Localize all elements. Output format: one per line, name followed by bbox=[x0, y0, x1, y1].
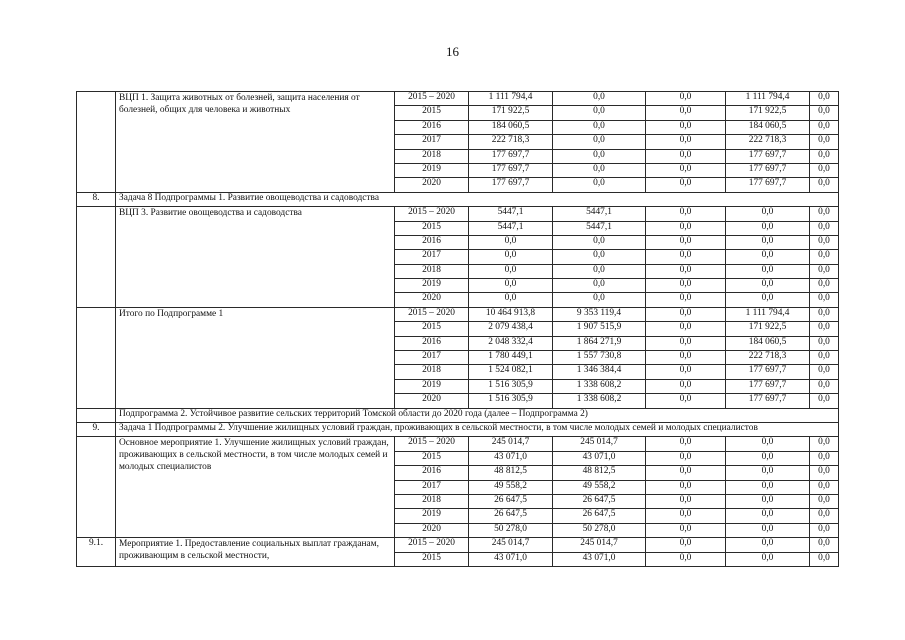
amount-cell: 0,0 bbox=[810, 235, 839, 249]
amount-cell: 1 864 271,9 bbox=[553, 336, 646, 350]
amount-cell: 222 718,3 bbox=[469, 135, 553, 149]
amount-cell: 1 557 730,8 bbox=[553, 351, 646, 365]
amount-cell: 0,0 bbox=[810, 509, 839, 523]
amount-cell: 0,0 bbox=[646, 235, 726, 249]
table-row bbox=[77, 307, 839, 321]
amount-cell: 0,0 bbox=[810, 279, 839, 293]
amount-cell: 0,0 bbox=[810, 207, 839, 221]
amount-cell: 0,0 bbox=[646, 279, 726, 293]
amount-cell: 0,0 bbox=[646, 307, 726, 321]
period-cell: 2019 bbox=[395, 509, 469, 523]
row-title: Мероприятие 1. Предоставление социальных выплат гражданам, проживающим в сельской местности, bbox=[116, 538, 395, 567]
amount-cell: 0,0 bbox=[646, 221, 726, 235]
amount-cell: 1 111 794,4 bbox=[726, 92, 810, 106]
amount-cell: 0,0 bbox=[646, 322, 726, 336]
amount-cell: 177 697,7 bbox=[726, 178, 810, 192]
amount-cell: 0,0 bbox=[553, 135, 646, 149]
period-cell: 2017 bbox=[395, 351, 469, 365]
amount-cell: 26 647,5 bbox=[469, 494, 553, 508]
amount-cell: 0,0 bbox=[810, 293, 839, 307]
amount-cell: 1 338 608,2 bbox=[553, 394, 646, 408]
amount-cell: 10 464 913,8 bbox=[469, 307, 553, 321]
row-title: Итого по Подпрограмме 1 bbox=[116, 307, 395, 408]
amount-cell: 43 071,0 bbox=[553, 552, 646, 566]
section-heading: Задача 1 Подпрограммы 2. Улучшение жилищных условий граждан, проживающих в сельской местности, в том числе молодых семей и молодых специалистов bbox=[116, 422, 839, 436]
row-index bbox=[77, 307, 116, 408]
amount-cell: 43 071,0 bbox=[553, 451, 646, 465]
period-cell: 2016 bbox=[395, 466, 469, 480]
amount-cell: 0,0 bbox=[810, 394, 839, 408]
amount-cell: 0,0 bbox=[810, 451, 839, 465]
amount-cell: 1 516 305,9 bbox=[469, 394, 553, 408]
period-cell: 2020 bbox=[395, 178, 469, 192]
period-cell: 2016 bbox=[395, 336, 469, 350]
amount-cell: 0,0 bbox=[646, 250, 726, 264]
period-cell: 2015 – 2020 bbox=[395, 437, 469, 451]
amount-cell: 48 812,5 bbox=[469, 466, 553, 480]
amount-cell: 1 346 384,4 bbox=[553, 365, 646, 379]
amount-cell: 0,0 bbox=[646, 135, 726, 149]
amount-cell: 0,0 bbox=[469, 279, 553, 293]
amount-cell: 0,0 bbox=[646, 538, 726, 552]
amount-cell: 26 647,5 bbox=[469, 509, 553, 523]
amount-cell: 0,0 bbox=[810, 149, 839, 163]
amount-cell: 177 697,7 bbox=[726, 149, 810, 163]
period-cell: 2015 bbox=[395, 552, 469, 566]
page-number: 16 bbox=[446, 44, 459, 59]
amount-cell: 0,0 bbox=[646, 149, 726, 163]
amount-cell: 177 697,7 bbox=[726, 379, 810, 393]
row-index bbox=[77, 207, 116, 308]
amount-cell: 1 338 608,2 bbox=[553, 379, 646, 393]
amount-cell: 0,0 bbox=[810, 494, 839, 508]
amount-cell: 177 697,7 bbox=[469, 163, 553, 177]
amount-cell: 0,0 bbox=[553, 92, 646, 106]
amount-cell: 0,0 bbox=[810, 336, 839, 350]
amount-cell: 0,0 bbox=[646, 379, 726, 393]
amount-cell: 1 516 305,9 bbox=[469, 379, 553, 393]
period-cell: 2015 – 2020 bbox=[395, 538, 469, 552]
amount-cell: 245 014,7 bbox=[553, 538, 646, 552]
amount-cell: 184 060,5 bbox=[469, 120, 553, 134]
amount-cell: 0,0 bbox=[553, 279, 646, 293]
amount-cell: 9 353 119,4 bbox=[553, 307, 646, 321]
amount-cell: 245 014,7 bbox=[469, 437, 553, 451]
amount-cell: 1 111 794,4 bbox=[469, 92, 553, 106]
row-index: 9.1. bbox=[77, 538, 116, 567]
period-cell: 2016 bbox=[395, 235, 469, 249]
amount-cell: 0,0 bbox=[646, 207, 726, 221]
amount-cell: 1 907 515,9 bbox=[553, 322, 646, 336]
amount-cell: 0,0 bbox=[810, 365, 839, 379]
amount-cell: 26 647,5 bbox=[553, 494, 646, 508]
amount-cell: 0,0 bbox=[646, 494, 726, 508]
amount-cell: 0,0 bbox=[810, 163, 839, 177]
amount-cell: 0,0 bbox=[469, 264, 553, 278]
amount-cell: 177 697,7 bbox=[726, 163, 810, 177]
amount-cell: 0,0 bbox=[726, 250, 810, 264]
amount-cell: 0,0 bbox=[646, 509, 726, 523]
amount-cell: 26 647,5 bbox=[553, 509, 646, 523]
amount-cell: 0,0 bbox=[726, 466, 810, 480]
amount-cell: 49 558,2 bbox=[469, 480, 553, 494]
row-title: Основное мероприятие 1. Улучшение жилищных условий граждан, проживающих в сельской местности, в том числе молодых семей и молодых специалистов bbox=[116, 437, 395, 538]
amount-cell: 1 111 794,4 bbox=[726, 307, 810, 321]
amount-cell: 0,0 bbox=[810, 552, 839, 566]
amount-cell: 0,0 bbox=[810, 437, 839, 451]
amount-cell: 184 060,5 bbox=[726, 336, 810, 350]
amount-cell: 0,0 bbox=[553, 235, 646, 249]
period-cell: 2018 bbox=[395, 264, 469, 278]
amount-cell: 0,0 bbox=[810, 351, 839, 365]
period-cell: 2015 bbox=[395, 322, 469, 336]
amount-cell: 0,0 bbox=[810, 480, 839, 494]
amount-cell: 0,0 bbox=[726, 509, 810, 523]
section-index: 8. bbox=[77, 192, 116, 206]
amount-cell: 0,0 bbox=[553, 163, 646, 177]
amount-cell: 0,0 bbox=[646, 163, 726, 177]
amount-cell: 0,0 bbox=[810, 120, 839, 134]
amount-cell: 2 079 438,4 bbox=[469, 322, 553, 336]
amount-cell: 0,0 bbox=[646, 437, 726, 451]
amount-cell: 245 014,7 bbox=[553, 437, 646, 451]
amount-cell: 0,0 bbox=[810, 92, 839, 106]
period-cell: 2017 bbox=[395, 480, 469, 494]
amount-cell: 48 812,5 bbox=[553, 466, 646, 480]
amount-cell: 177 697,7 bbox=[469, 149, 553, 163]
period-cell: 2018 bbox=[395, 149, 469, 163]
amount-cell: 0,0 bbox=[726, 523, 810, 537]
amount-cell: 0,0 bbox=[726, 235, 810, 249]
section-index bbox=[77, 408, 116, 422]
amount-cell: 0,0 bbox=[646, 523, 726, 537]
table-row bbox=[77, 92, 839, 106]
amount-cell: 49 558,2 bbox=[553, 480, 646, 494]
amount-cell: 1 780 449,1 bbox=[469, 351, 553, 365]
amount-cell: 0,0 bbox=[646, 480, 726, 494]
amount-cell: 0,0 bbox=[646, 120, 726, 134]
amount-cell: 0,0 bbox=[646, 178, 726, 192]
amount-cell: 0,0 bbox=[553, 293, 646, 307]
period-cell: 2015 bbox=[395, 451, 469, 465]
amount-cell: 0,0 bbox=[726, 279, 810, 293]
row-index bbox=[77, 92, 116, 193]
period-cell: 2018 bbox=[395, 494, 469, 508]
budget-table bbox=[76, 91, 839, 567]
amount-cell: 43 071,0 bbox=[469, 552, 553, 566]
amount-cell: 0,0 bbox=[469, 293, 553, 307]
period-cell: 2015 – 2020 bbox=[395, 207, 469, 221]
amount-cell: 0,0 bbox=[726, 437, 810, 451]
period-cell: 2018 bbox=[395, 365, 469, 379]
table-row bbox=[77, 207, 839, 221]
amount-cell: 2 048 332,4 bbox=[469, 336, 553, 350]
amount-cell: 0,0 bbox=[646, 106, 726, 120]
amount-cell: 171 922,5 bbox=[469, 106, 553, 120]
amount-cell: 0,0 bbox=[810, 538, 839, 552]
amount-cell: 0,0 bbox=[726, 494, 810, 508]
row-title: ВЦП 1. Защита животных от болезней, защита населения от болезней, общих для человека и животных bbox=[116, 92, 395, 193]
amount-cell: 5447,1 bbox=[469, 207, 553, 221]
amount-cell: 184 060,5 bbox=[726, 120, 810, 134]
amount-cell: 0,0 bbox=[646, 451, 726, 465]
amount-cell: 0,0 bbox=[810, 523, 839, 537]
amount-cell: 0,0 bbox=[553, 178, 646, 192]
amount-cell: 0,0 bbox=[810, 178, 839, 192]
period-cell: 2015 bbox=[395, 221, 469, 235]
amount-cell: 0,0 bbox=[810, 466, 839, 480]
period-cell: 2017 bbox=[395, 250, 469, 264]
amount-cell: 0,0 bbox=[646, 336, 726, 350]
amount-cell: 0,0 bbox=[810, 106, 839, 120]
amount-cell: 0,0 bbox=[553, 250, 646, 264]
period-cell: 2015 – 2020 bbox=[395, 307, 469, 321]
period-cell: 2019 bbox=[395, 163, 469, 177]
row-index bbox=[77, 437, 116, 538]
amount-cell: 50 278,0 bbox=[553, 523, 646, 537]
amount-cell: 0,0 bbox=[810, 250, 839, 264]
row-title: ВЦП 3. Развитие овощеводства и садоводства bbox=[116, 207, 395, 308]
amount-cell: 177 697,7 bbox=[726, 394, 810, 408]
period-cell: 2015 bbox=[395, 106, 469, 120]
amount-cell: 0,0 bbox=[726, 207, 810, 221]
amount-cell: 0,0 bbox=[646, 394, 726, 408]
amount-cell: 0,0 bbox=[726, 451, 810, 465]
amount-cell: 0,0 bbox=[469, 235, 553, 249]
section-heading: Задача 8 Подпрограммы 1. Развитие овощеводства и садоводства bbox=[116, 192, 839, 206]
amount-cell: 245 014,7 bbox=[469, 538, 553, 552]
amount-cell: 177 697,7 bbox=[469, 178, 553, 192]
amount-cell: 0,0 bbox=[646, 552, 726, 566]
amount-cell: 43 071,0 bbox=[469, 451, 553, 465]
period-cell: 2017 bbox=[395, 135, 469, 149]
amount-cell: 177 697,7 bbox=[726, 365, 810, 379]
amount-cell: 171 922,5 bbox=[726, 106, 810, 120]
amount-cell: 0,0 bbox=[553, 264, 646, 278]
amount-cell: 0,0 bbox=[810, 264, 839, 278]
amount-cell: 0,0 bbox=[726, 552, 810, 566]
amount-cell: 5447,1 bbox=[553, 207, 646, 221]
amount-cell: 0,0 bbox=[726, 293, 810, 307]
period-cell: 2016 bbox=[395, 120, 469, 134]
amount-cell: 0,0 bbox=[810, 221, 839, 235]
amount-cell: 0,0 bbox=[810, 135, 839, 149]
amount-cell: 5447,1 bbox=[469, 221, 553, 235]
period-cell: 2020 bbox=[395, 394, 469, 408]
section-heading-row bbox=[77, 422, 839, 436]
amount-cell: 0,0 bbox=[469, 250, 553, 264]
period-cell: 2019 bbox=[395, 279, 469, 293]
amount-cell: 0,0 bbox=[726, 480, 810, 494]
amount-cell: 0,0 bbox=[553, 149, 646, 163]
amount-cell: 50 278,0 bbox=[469, 523, 553, 537]
table-row bbox=[77, 437, 839, 451]
amount-cell: 0,0 bbox=[726, 538, 810, 552]
period-cell: 2019 bbox=[395, 379, 469, 393]
amount-cell: 222 718,3 bbox=[726, 351, 810, 365]
amount-cell: 0,0 bbox=[726, 264, 810, 278]
amount-cell: 0,0 bbox=[646, 351, 726, 365]
amount-cell: 0,0 bbox=[553, 106, 646, 120]
amount-cell: 171 922,5 bbox=[726, 322, 810, 336]
amount-cell: 222 718,3 bbox=[726, 135, 810, 149]
amount-cell: 0,0 bbox=[646, 92, 726, 106]
amount-cell: 0,0 bbox=[810, 322, 839, 336]
amount-cell: 5447,1 bbox=[553, 221, 646, 235]
section-heading-row bbox=[77, 408, 839, 422]
amount-cell: 0,0 bbox=[646, 466, 726, 480]
amount-cell: 0,0 bbox=[810, 307, 839, 321]
section-heading: Подпрограмма 2. Устойчивое развитие сельских территорий Томской области до 2020 года (далее – Подпрограмма 2) bbox=[116, 408, 839, 422]
period-cell: 2015 – 2020 bbox=[395, 92, 469, 106]
period-cell: 2020 bbox=[395, 523, 469, 537]
period-cell: 2020 bbox=[395, 293, 469, 307]
amount-cell: 0,0 bbox=[646, 365, 726, 379]
amount-cell: 0,0 bbox=[810, 379, 839, 393]
section-index: 9. bbox=[77, 422, 116, 436]
amount-cell: 0,0 bbox=[646, 264, 726, 278]
amount-cell: 1 524 082,1 bbox=[469, 365, 553, 379]
section-heading-row bbox=[77, 192, 839, 206]
amount-cell: 0,0 bbox=[553, 120, 646, 134]
amount-cell: 0,0 bbox=[726, 221, 810, 235]
table-row bbox=[77, 538, 839, 552]
amount-cell: 0,0 bbox=[646, 293, 726, 307]
